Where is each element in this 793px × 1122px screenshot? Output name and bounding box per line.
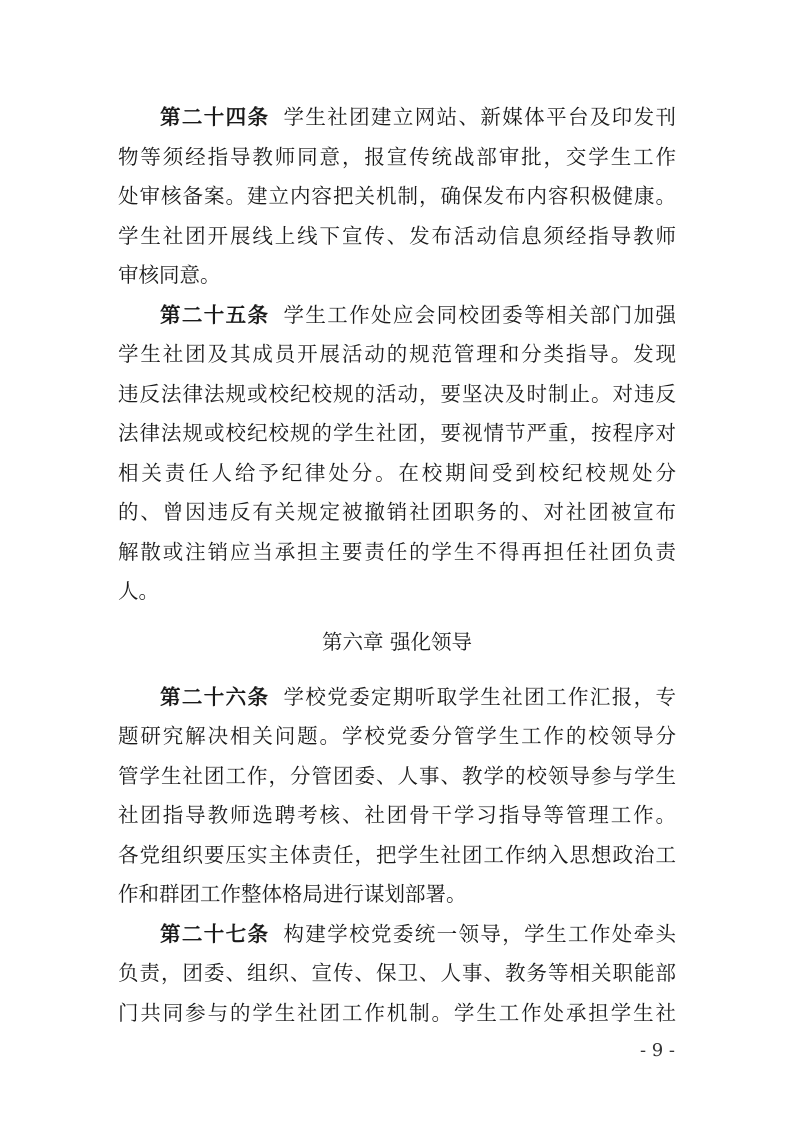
- article-27-line: 门共同参与的学生社团工作机制。学生工作处承担学生社: [118, 1000, 676, 1025]
- article-27-text: 构建学校党委统一领导，学生工作处牵头: [283, 921, 676, 946]
- article-24-line: 物等须经指导教师同意，报宣传统战部审批，交学生工作: [118, 144, 676, 169]
- article-26-line: 管学生社团工作，分管团委、人事、教学的校领导参与学生: [118, 763, 676, 788]
- article-24-text: 学生社团建立网站、新媒体平台及印发刊: [283, 105, 676, 129]
- article-26-first-line: [118, 678, 676, 718]
- article-26-line: 题研究解决相关问题。学校党委分管学生工作的校领导分: [118, 724, 676, 748]
- article-27-line: 负责，团委、组织、宣传、保卫、人事、教务等相关职能部: [118, 961, 676, 985]
- article-24-first-line: [118, 98, 676, 138]
- article-26-heading: 第二十六条: [160, 684, 270, 709]
- article-26-line: 各党组织要压实主体责任，把学生社团工作纳入思想政治工: [118, 842, 676, 867]
- article-25-line: 人。: [118, 579, 159, 603]
- article-25-first-line: [118, 296, 676, 336]
- article-27-first-line: [118, 915, 676, 955]
- article-24-line: 处审核备案。建立内容把关机制，确保发布内容积极健康。: [118, 184, 676, 208]
- page-number: - 9 -: [639, 1040, 675, 1061]
- chapter-heading: 第六章 强化领导: [321, 629, 473, 654]
- article-25-line: 解散或注销应当承担主要责任的学生不得再担任社团负责: [118, 539, 676, 564]
- article-24-line: 学生社团开展线上线下宣传、发布活动信息须经指导教师: [118, 223, 676, 248]
- document-body: [118, 98, 676, 1033]
- article-25-line: 法律法规或校纪校规的学生社团，要视情节严重，按程序对: [118, 421, 676, 445]
- article-25-line: 违反法律法规或校纪校规的活动，要坚决及时制止。对违反: [118, 381, 676, 406]
- article-25-line: 学生社团及其成员开展活动的规范管理和分类指导。发现: [118, 342, 676, 366]
- article-27-heading: 第二十七条: [160, 921, 270, 946]
- article-26-line: 社团指导教师选聘考核、社团骨干学习指导等管理工作。: [118, 803, 676, 827]
- article-24-line: 审核同意。: [118, 263, 221, 287]
- article-26-line: 作和群团工作整体格局进行谋划部署。: [118, 882, 467, 906]
- article-25-line: 的、曾因违反有关规定被撤销社团职务的、对社团被宣布: [118, 500, 676, 524]
- article-26-text: 学校党委定期听取学生社团工作汇报，专: [283, 684, 676, 709]
- article-24-heading: 第二十四条: [160, 105, 270, 129]
- article-25-text: 学生工作处应会同校团委等相关部门加强: [283, 302, 676, 327]
- article-25-line: 相关责任人给予纪律处分。在校期间受到校纪校规处分: [118, 460, 676, 485]
- article-25-heading: 第二十五条: [160, 302, 270, 327]
